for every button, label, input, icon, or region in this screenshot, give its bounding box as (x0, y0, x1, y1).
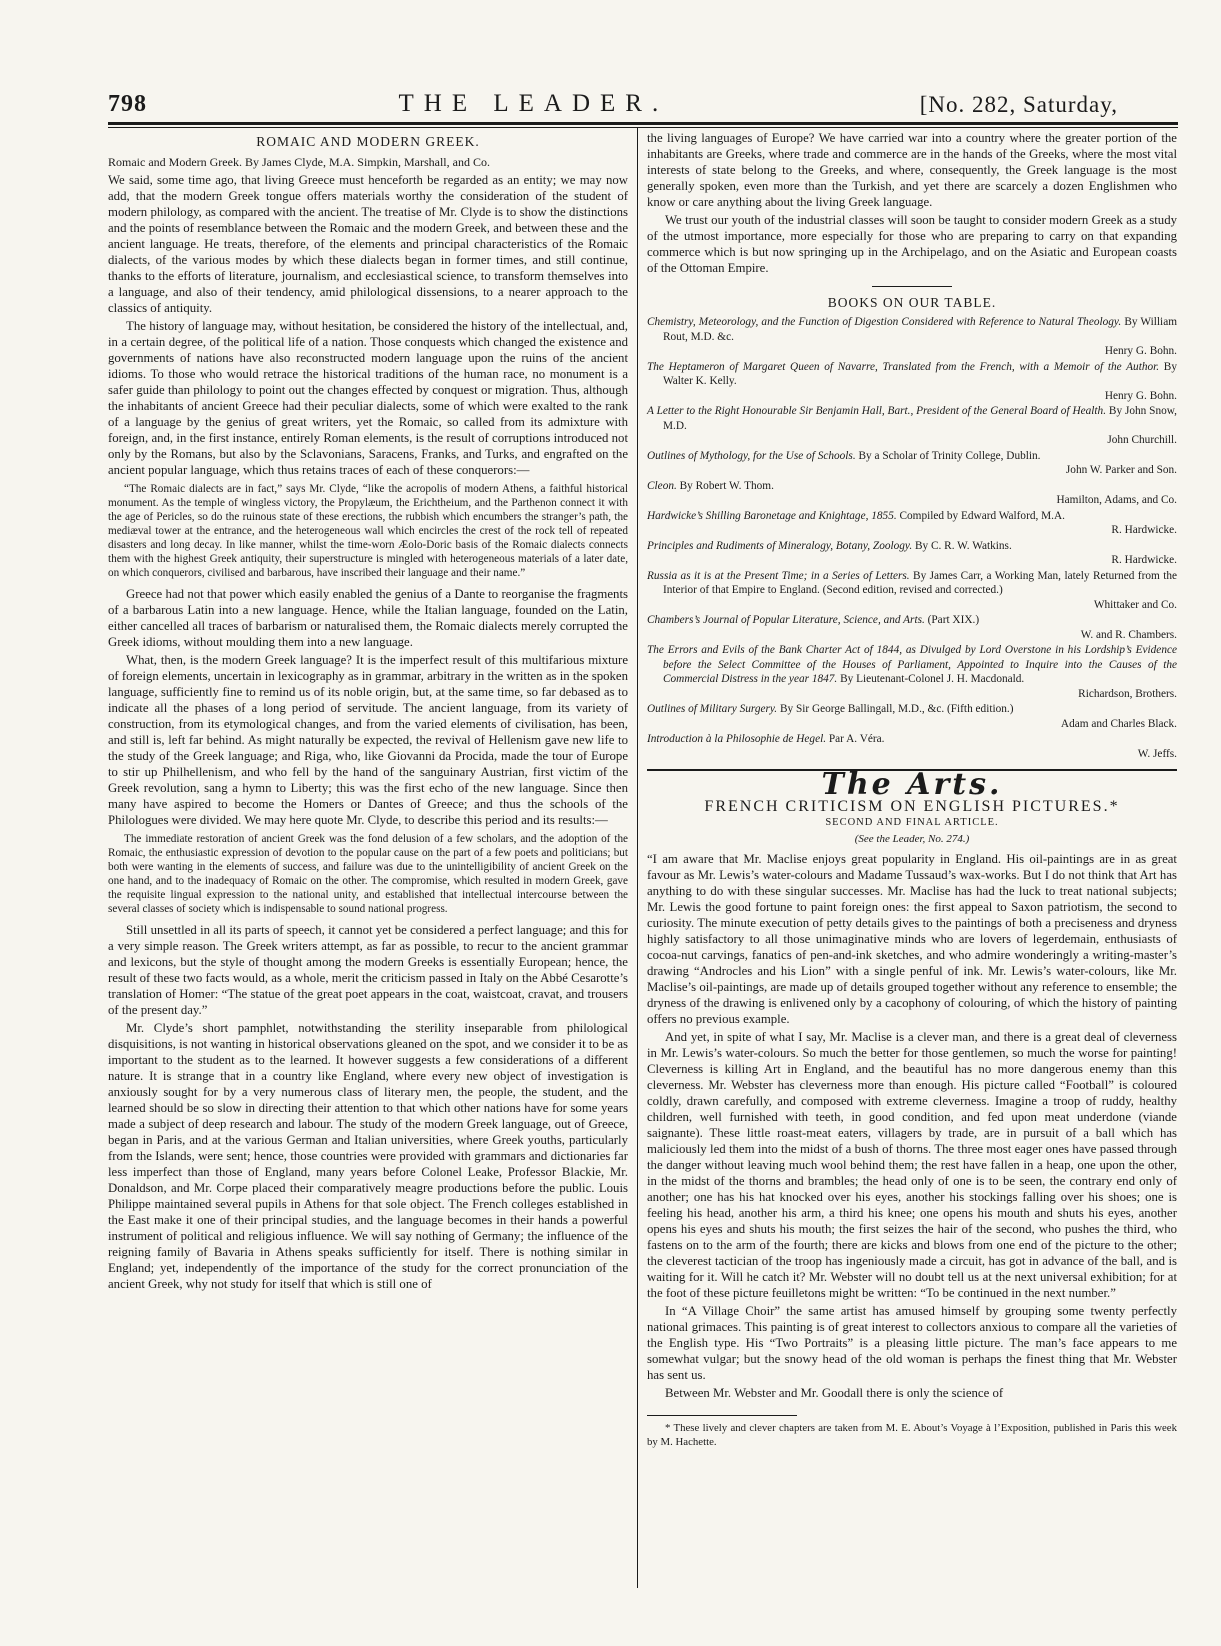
paragraph: And yet, in spite of what I say, Mr. Maclise is a clever man, and there is a great deal of cleverness in Mr. Lewis’s water-colours. So much the better for those gentlemen, so much the worse for painting! Cleverness is killing Art in England, and the beautiful has no more dangerous enemy than this cleverness. Mr. Webster has cleverness more than enough. His picture called “Football” is coloured coldly, drawn carefully, and composed with extreme cleverness. Imagine a troop of ruddy, healthy children, well furnished with teeth, in good condition, and fed upon meat underdone (viande saignante). These little roast-meat eaters, villagers by trade, are in pursuit of a ball which has maliciously led them into the midst of a bush of thorns. The three most eager ones have passed through the danger without leaving much wool behind them; the rest have fallen in a heap, one upon the other, in the midst of the thorns and brambles; the head only of one is to be seen, the contrary end only of another; one has his hat knocked over his eyes, another his stockings falling over his shoes; one is feeling his head, another his arm, a third his knee; one opens his mouth and shuts his eyes, another opens his eyes and shuts his mouth; the first seizes the hair of the second, who pushes the third, who fastens on to the arm of the fourth; there are kicks and blows from one end of the picture to the other; the cleverest tactician of the troop has ingeniously made a circuit, has got in advance of the ball, and is waiting for it. Will he catch it? Mr. Webster will no doubt tell us at the next universal exhibition; for at the foot of these picture feuilletons might be written: “To be continued in the next number.” (647, 1030, 1177, 1300)
book-author: By Sir George Ballingall, M.D., &c. (Fifth edition.) (779, 703, 1014, 715)
book-title: Hardwicke’s Shilling Baronetage and Knightage, 1855. (647, 509, 897, 522)
footnote: * These lively and clever chapters are taken from M. E. About’s Voyage à l’Exposition, published in Paris this week by M. Hachette. (647, 1422, 1177, 1448)
right-column (647, 130, 1177, 1451)
book-title: The Heptameron of Margaret Queen of Navarre, Translated from the French, with a Memoir of the Author. (647, 360, 1160, 373)
book-entry (647, 404, 1177, 448)
book-publisher: John W. Parker and Son. (1065, 464, 1177, 476)
book-author: By William Rout, M.D. &c. (663, 316, 1177, 343)
book-publisher: Adam and Charles Black. (1060, 717, 1177, 730)
paragraph: Between Mr. Webster and Mr. Goodall there is only the science of (665, 1386, 1004, 1400)
paragraph: We said, some time ago, that living Greece must henceforth be regarded as an entity; we may now add, that the modern Greek tongue offers materials worthy the consideration of the student of modern philology, as compared with the ancient. The treatise of Mr. Clyde is to show the distinctions and the points of resemblance between the Romaic and the modern Greek, and between these and the ancient language. He treats, therefore, of the elements and principal characteristics of the Romaic dialects, of the various modes by which these dialects began in former times, and still continue, thanks to the efforts of literature, journalism, and ecclesiastical science, to transform themselves into a language, and also of their tendency, amid philological dissensions, to a nearer approach to the classics of antiquity. (108, 173, 628, 315)
books-heading: BOOKS ON OUR TABLE. (827, 295, 997, 310)
book-entry (647, 449, 1177, 478)
book-author: By a Scholar of Trinity College, Dublin. (858, 449, 1041, 462)
book-author: By C. R. W. Watkins. (914, 539, 1012, 552)
article-byline: Romaic and Modern Greek. By James Clyde, M.A. Simpkin, Marshall, and Co. (108, 155, 490, 169)
book-publisher: R. Hardwicke. (1111, 524, 1177, 536)
book-title: Cleon. (647, 479, 677, 492)
book-entry (647, 539, 1177, 568)
book-title: The Errors and Evils of the Bank Charter Act of 1844, as Divulged by Lord Overstone in his Lordship’s Evidence before the Select Committee of the Houses of Parliament, Appointed to Inquire into the Causes of the Commercial Distress in the year 1847. (647, 644, 1177, 685)
paragraph: Greece had not that power which easily enabled the genius of a Dante to reorganise the fragments of a barbarous Latin into a new language. Hence, while the Italian language, founded on the Latin, either cancelled all traces of barbarism or naturalised them, the Romaic dialects merely corrupted the Greek idioms, without moulding them into a new language. (108, 587, 628, 649)
left-column (108, 130, 628, 1294)
paragraph: We trust our youth of the industrial classes will soon be taught to consider modern Greek as a study of the utmost importance, more especially for those who are preparing to carry on that expanding commerce which is but now springing up in the Archipelago, and on the Asiatic and European coasts of the Ottoman Empire. (647, 213, 1177, 275)
book-author: By Walter K. Kelly. (663, 360, 1177, 387)
book-author: By Lieutenant-Colonel J. H. Macdonald. (840, 673, 1025, 685)
book-author: By James Carr, a Working Man, lately Returned from the Interior of that Empire to England. (Second edition, revised and corrected.) (663, 569, 1177, 596)
paragraph: the living languages of Europe? We have carried war into a country where the greater portion of the inhabitants are Greeks, where trade and commerce are in the hands of the Greeks, where the most vital interests of state belong to the Greeks, and where, consequently, the Greek language is the most generally spoken, even more than the Turkish, and yet there are scarcely a dozen Englishmen who know or care anything about the living Greek language. (647, 131, 1177, 209)
book-author: Compiled by Edward Walford, M.A. (899, 509, 1065, 522)
book-title: Chambers’s Journal of Popular Literature, Science, and Arts. (647, 614, 925, 626)
book-publisher: R. Hardwicke. (1111, 554, 1177, 566)
book-title: Introduction à la Philosophie de Hegel. (647, 733, 827, 745)
article-heading-romaic: ROMAIC AND MODERN GREEK. (256, 134, 480, 149)
article-heading-french-criticism: FRENCH CRITICISM ON ENGLISH PICTURES.* (704, 798, 1120, 815)
masthead (108, 88, 1118, 118)
book-author: By John Snow, M.D. (663, 405, 1177, 432)
book-entry (647, 479, 1177, 508)
book-entry (647, 643, 1177, 701)
book-title: Russia as it is at the Present Time; in a Series of Letters. (647, 569, 910, 582)
book-title: Outlines of Military Surgery. (647, 703, 778, 715)
book-entry (647, 509, 1177, 538)
book-publisher: W. and R. Chambers. (1080, 628, 1177, 641)
book-publisher: Henry G. Bohn. (1104, 345, 1177, 357)
book-entry (647, 613, 1177, 642)
block-quote: “The Romaic dialects are in fact,” says Mr. Clyde, “like the acropolis of modern Athens, a faithful historical monument. As the temple of wingless victory, the Propylæum, the Erichtheium, and the Parthenon connect it with the age of Pericles, so do the ruinous state of these erections, the rubbish which encumbers the stranger’s path, the mediæval tower at the entrance, and the heterogeneous wall which encircles the crest of the rock tell of repeated disasters and long decay. In like manner, whilst the time-worn Æolo-Doric basis of the Romaic dialects connects them with the highest Greek antiquity, their superstructure is mingled with heterogeneous materials of a later date, on which conquerors, civilised and barbarous, have inscribed their language and their name.” (108, 483, 628, 579)
section-rule (872, 286, 952, 287)
paragraph: “I am aware that Mr. Maclise enjoys great popularity in England. His oil-paintings are in as great favour as Mr. Lewis’s water-colours and Madame Tussaud’s wax-works. But I do not think that Art has anything to do with these singular successes. Mr. Maclise has had the luck to treat national subjects; Mr. Lewis the good fortune to paint foreign ones: the first appeal to Saxon patriotism, the second to curiosity. The minute execution of petty details gives to the paintings of both a preciseness and dryness highly satisfactory to all those unimaginative minds who are lovers of legerdemain, enthusiasts of cocoa-nut carvings, fanatics of pen-and-ink sketches, and who admire wonderingly a writing-master’s drawing “Androcles and his Lion” with a single penful of ink. Mr. Lewis’s water-colours, like Mr. Maclise’s oil-paintings, are made up of details grouped together without any reference to ensemble; the dryness of the drawing is enlivened only by a cacophony of colouring, of which the history of painting offers no previous example. (647, 852, 1177, 1026)
masthead-rule-thin (108, 127, 1178, 128)
books-list (647, 315, 1177, 761)
book-title: Chemistry, Meteorology, and the Function of Digestion Considered with Reference to Natural Theology. (647, 316, 1122, 328)
book-publisher: W. Jeffs. (1137, 747, 1177, 760)
book-entry (647, 315, 1177, 359)
book-entry (647, 569, 1177, 613)
book-publisher: John Churchill. (1107, 434, 1177, 446)
column-divider (637, 128, 638, 1588)
book-author: (Part XIX.) (927, 614, 980, 626)
book-title: Outlines of Mythology, for the Use of Schools. (647, 449, 856, 462)
paragraph: Still unsettled in all its parts of speech, it cannot yet be considered a perfect language; and this for a very simple reason. The Greek writers attempt, as far as possible, to recur to the ancient grammar and lexicons, but the style of thought among the modern Greeks is essentially European; hence, the result of these two facts would, as a whole, merit the criticism passed in Italy on the Abbé Cesarotte’s translation of Homer: “The statue of the great poet appears in the coat, waistcoat, cravat, and trousers of the present day.” (108, 923, 628, 1017)
page-number: 798 (108, 91, 147, 117)
paragraph: What, then, is the modern Greek language? It is the imperfect result of this multifarious mixture of foreign elements, uncertain in lexicography as in grammar, arbitrary in the written as in the spoken language, sufficiently fine to remind us of its noble origin, but, at the same time, so far debased as to indicate all the phases of a long period of servitude. The ancient language, from its variety of construction, from its etymological changes, and from the varied elements of civilisation, has been, and still is, left far behind. As might naturally be expected, the revival of Hellenism gave new life to the study of the Greek language; and Riga, who, like Giovanni da Procida, made the tour of Europe to stir up Philhellenism, and who fell by the hand of the sanguinary Austrian, first victim of the Greek revolution, sang a hymn to Liberty; this was the first echo of the new language. Since then many have aspired to become the Homers or Dantes of Greece; and thus the schools of the Philologues were divided. We may here quote Mr. Clyde, to describe this period and its results:— (108, 653, 628, 827)
masthead-rule (108, 122, 1178, 125)
book-publisher: Richardson, Brothers. (1078, 687, 1177, 700)
newspaper-title: THE LEADER. (398, 90, 669, 117)
article-reference: (See the Leader, No. 274.) (854, 833, 970, 845)
book-entry (647, 702, 1177, 731)
book-entry (647, 360, 1177, 404)
book-publisher: Hamilton, Adams, and Co. (1056, 494, 1177, 506)
article-subtitle: SECOND AND FINAL ARTICLE. (825, 817, 999, 828)
book-entry (647, 732, 1177, 761)
paragraph: Mr. Clyde’s short pamphlet, notwithstanding the sterility inseparable from philological disquisitions, is not wanting in historical observations gleaned on the spot, and we consider it to be as important to the student as to the learned. It however suggests a few considerations of a different nature. It is strange that in a country like England, where every new object of investigation is anxiously sought for by a very numerous class of literary men, the people, the student, and the learned should be so slow in directing their attention to that which other nations have for some years made a subject of deep research and labour. The study of the modern Greek language, out of Greece, began in Paris, and at the various German and Italian universities, where Greek youths, particularly from the Islands, were sent; hence, those countries were provided with grammars and dictionaries far less imperfect than those of England, many years before Colonel Leake, Professor Blackie, Mr. Donaldson, and Mr. Corpe placed their comparatively meagre productions before the public. Louis Philippe maintained several pupils in Athens for that sole object. The French colleges established in the East make it one of their principal studies, and the language becomes in their hands a powerful instrument of political and religious influence. We will say nothing of Germany; the influence of the reigning family of Bavaria in Athens speaks sufficiently for itself. There is nothing similar in England; yet, independently of the importance of the study for the correct pronunciation of the ancient Greek, why not study for itself that which is still one of (108, 1021, 628, 1291)
paragraph: The history of language may, without hesitation, be considered the history of the intellectual, and, in a certain degree, of the political life of a nation. Those conquests which changed the existence and governments of nations have also reconstructed modern language upon the ruins of the ancient idioms. To those who would retrace the historical traditions of the human race, no monument is a safer guide than philology to point out the changes effected by conquest or migration. Thus, although the inhabitants of ancient Greece had their peculiar dialects, some of which were exalted to the rank of a language by the genius of great writers, yet the Romaic, so called from its admixture with foreign, and, in the first instance, entirely Roman elements, is the result of corruptions introduced not only by the Romans, but also by the Sclavonians, Saracens, Franks, and Turks, and engrafted on the ancient popular language, which thus retains traces of each of these conquerors:— (108, 319, 628, 477)
book-publisher: Henry G. Bohn. (1104, 389, 1177, 402)
book-title: Principles and Rudiments of Mineralogy, Botany, Zoology. (647, 539, 913, 552)
book-publisher: Whittaker and Co. (1093, 598, 1177, 611)
block-quote: The immediate restoration of ancient Greek was the fond delusion of a few scholars, and the adoption of the Romaic, the enthusiastic expression of devotion to the popular cause on the part of a few poets and politicians; but both were wanting in the elements of success, and failure was due to the unintelligibility of ancient Greek on the one hand, and to the inadequacy of Romaic on the other. The compromise, which resulted in modern Greek, gave the requisite lingual expression to the national unity, and established that intellectual intercourse between the several classes of society which is indispensable to sound national progress. (108, 833, 628, 915)
book-author: By Robert W. Thom. (679, 479, 774, 492)
paragraph: In “A Village Choir” the same artist has amused himself by grouping some twenty perfectly national grimaces. This painting is of great interest to collectors anxious to compare all the varieties of the English type. His “Two Portraits” is a pleasing little picture. The man’s face appears to me somewhat vulgar; but the snowy head of the old woman is perhaps the finest thing that Mr. Webster has sent us. (647, 1304, 1177, 1382)
section-banner-arts: The Arts. (821, 767, 1003, 802)
book-author: Par A. Véra. (828, 733, 885, 745)
book-title: A Letter to the Right Honourable Sir Benjamin Hall, Bart., President of the General Board of Health. (647, 405, 1107, 417)
footnote-rule (647, 1415, 797, 1416)
issue-info: [No. 282, Saturday, (919, 92, 1118, 117)
